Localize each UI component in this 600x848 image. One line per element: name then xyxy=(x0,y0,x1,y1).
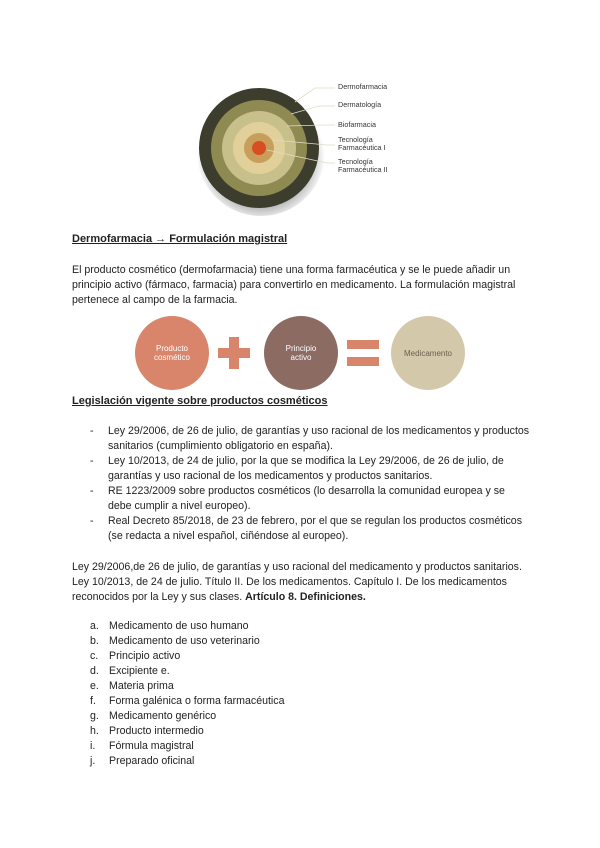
list-item xyxy=(90,754,490,769)
list-item xyxy=(90,634,490,649)
list-item: - RE 1223/2009 sobre productos cosméticos (lo desarrolla la comunidad europea y se debe cumplir a nivel europeo). xyxy=(90,484,530,514)
list-text: Materia prima xyxy=(109,680,174,692)
list-item: - Real Decreto 85/2018, de 23 de febrero, por el que se regulan los productos cosméticos (se redacta a nivel español, ciñéndose al europeo). xyxy=(90,514,530,544)
list-marker: c. xyxy=(90,650,99,662)
list-text: Excipiente e. xyxy=(109,665,170,677)
list-marker: f. xyxy=(90,695,96,707)
plus-icon xyxy=(218,337,250,369)
ring-label-2: Dermatología xyxy=(338,100,382,109)
list-text: Fórmula magistral xyxy=(109,740,194,752)
list-item xyxy=(90,694,490,709)
list-text: Preparado oficinal xyxy=(109,755,195,767)
legislation-list xyxy=(90,424,530,544)
list-marker: g. xyxy=(90,710,99,722)
list-marker: i. xyxy=(90,740,96,752)
term1-label: Producto cosmético xyxy=(153,344,190,362)
ring-label-3: Biofarmacia xyxy=(338,120,376,129)
section-heading-dermofarmacia: Dermofarmacia → Formulación magistral xyxy=(72,233,288,245)
circle-producto-cosmetico xyxy=(135,316,209,390)
ring-core xyxy=(252,141,266,155)
list-marker: d. xyxy=(90,665,99,677)
ring-label-4: Tecnología Farmacéutica I xyxy=(338,135,386,152)
list-marker: b. xyxy=(90,635,99,647)
concentric-diagram xyxy=(195,70,405,220)
list-text: Medicamento genérico xyxy=(109,710,217,722)
equation-diagram xyxy=(135,313,475,393)
circle-medicamento xyxy=(391,316,465,390)
article-paragraph xyxy=(72,560,532,605)
list-text: Principio activo xyxy=(109,650,181,662)
leader-line-1 xyxy=(295,88,335,102)
list-item: - Ley 10/2013, de 24 de julio, por la que se modifica la Ley 29/2006, de 26 de julio, de garantías y uso racional de los medicamentos y productos sanitarios. xyxy=(90,454,530,484)
list-marker: j. xyxy=(90,755,96,767)
section-heading-legislacion: Legislación vigente sobre productos cosméticos xyxy=(72,395,328,407)
article-title: Artículo 8. Definiciones. xyxy=(245,591,366,603)
list-item xyxy=(90,724,490,739)
term2-label: Principio activo xyxy=(285,344,317,362)
definitions-list xyxy=(90,619,490,769)
list-item xyxy=(90,649,490,664)
list-item xyxy=(90,679,490,694)
list-marker: e. xyxy=(90,680,99,692)
list-text: Medicamento de uso humano xyxy=(109,620,249,632)
circle-principio-activo xyxy=(264,316,338,390)
list-item: - Ley 29/2006, de 26 de julio, de garantías y uso racional de los medicamentos y productos sanitarios (cumplimiento obligatorio en españa). xyxy=(90,424,530,454)
list-item xyxy=(90,664,490,679)
ring-label-1: Dermofarmacia xyxy=(338,82,388,91)
list-text: Producto intermedio xyxy=(109,725,204,737)
list-item xyxy=(90,709,490,724)
result-label: Medicamento xyxy=(403,348,453,358)
article-paragraph-text: Ley 29/2006,de 26 de julio, de garantías y uso racional del medicamento y productos sanitarios. Ley 10/2013, de 24 de julio. Título II. De los medicamentos. Capítulo I. De los medicamentos reconocidos por la Ley y sus clases. xyxy=(72,561,522,603)
list-item xyxy=(90,619,490,634)
list-item xyxy=(90,739,490,754)
list-marker: a. xyxy=(90,620,99,632)
list-marker: h. xyxy=(90,725,99,737)
equals-icon xyxy=(347,338,379,368)
list-text: Forma galénica o forma farmacéutica xyxy=(109,695,285,707)
ring-label-5: Tecnología Farmacéutica II xyxy=(338,157,388,174)
intro-paragraph: El producto cosmético (dermofarmacia) tiene una forma farmacéutica y se le puede añadir un principio activo (fármaco, farmacia) para convertirlo en medicamento. La formulación magistral pertenece al campo de la farmacia. xyxy=(72,264,516,306)
list-text: Medicamento de uso veterinario xyxy=(109,635,260,647)
